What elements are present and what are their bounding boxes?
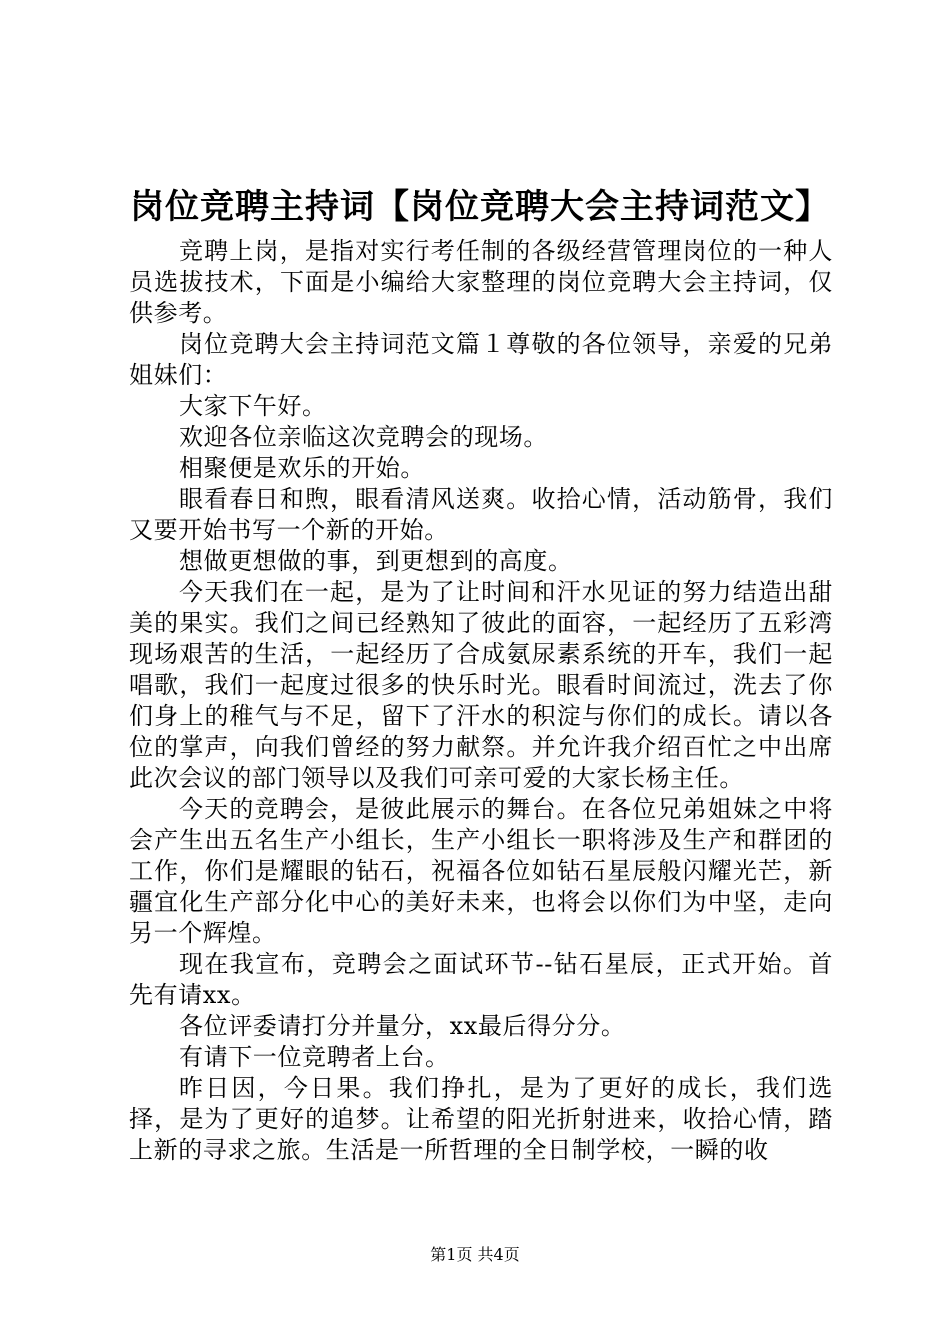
page-footer: 第1页 共4页	[430, 1245, 520, 1264]
document-body	[129, 236, 833, 1166]
paragraph: 有请下一位竞聘者上台。	[179, 1043, 450, 1071]
paragraph: 现在我宣布，竞聘会之面试环节--钻石星辰，正式开始。首先有请xx。	[129, 950, 833, 1009]
paragraph: 今天的竞聘会，是彼此展示的舞台。在各位兄弟姐妹之中将会产生出五名生产小组长，生产小组长一职将涉及生产和群团的工作，你们是耀眼的钻石，祝福各位如钻石星辰般闪耀光芒，新疆宜化生产部分化中心的美好未来，也将会以你们为中坚，走向另一个辉煌。	[129, 795, 833, 947]
paragraph: 想做更想做的事，到更想到的高度。	[179, 547, 573, 575]
paragraph: 各位评委请打分并量分，xx最后得分分。	[179, 1012, 626, 1040]
document-title: 岗位竞聘主持词【岗位竞聘大会主持词范文】	[130, 187, 830, 227]
paragraph: 欢迎各位亲临这次竞聘会的现场。	[179, 423, 548, 451]
paragraph: 相聚便是欢乐的开始。	[179, 454, 425, 482]
paragraph: 今天我们在一起，是为了让时间和汗水见证的努力结造出甜美的果实。我们之间已经熟知了彼此的面容，一起经历了五彩湾现场艰苦的生活，一起经历了合成氨尿素系统的开车，我们一起唱歌，我们一起度过很多的快乐时光。眼看时间流过，洗去了你们身上的稚气与不足，留下了汗水的积淀与你们的成长。请以各位的掌声，向我们曾经的努力献祭。并允许我介绍百忙之中出席此次会议的部门领导以及我们可亲可爱的大家长杨主任。	[129, 578, 833, 792]
paragraph: 昨日因，今日果。我们挣扎，是为了更好的成长，我们选择，是为了更好的追梦。让希望的阳光折射进来，收拾心情，踏上新的寻求之旅。生活是一所哲理的全日制学校，一瞬的收	[129, 1074, 833, 1164]
paragraph: 岗位竞聘大会主持词范文篇１尊敬的各位领导，亲爱的兄弟姐妹们：	[129, 330, 833, 389]
paragraph: 竞聘上岗，是指对实行考任制的各级经营管理岗位的一种人员选拔技术，下面是小编给大家整理的岗位竞聘大会主持词，仅供参考。	[129, 237, 833, 327]
paragraph: 大家下午好。	[179, 392, 327, 420]
paragraph: 眼看春日和煦，眼看清风送爽。收拾心情，活动筋骨，我们又要开始书写一个新的开始。	[129, 485, 833, 544]
